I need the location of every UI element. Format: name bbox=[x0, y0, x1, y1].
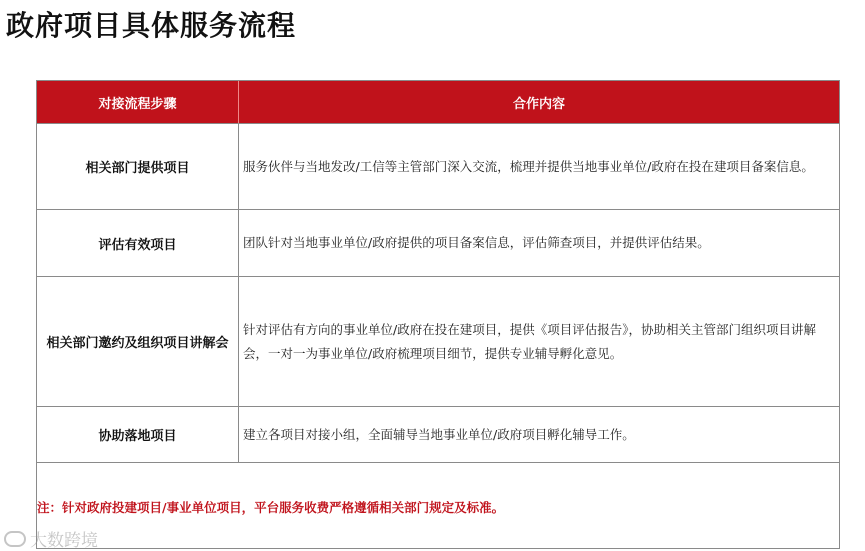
content-cell: 针对评估有方向的事业单位/政府在投在建项目，提供《项目评估报告》，协助相关主管部门组织项目讲解会，一对一为事业单位/政府梳理项目细节，提供专业辅导孵化意见。 bbox=[243, 321, 816, 361]
step-cell: 相关部门邀约及组织项目讲解会 bbox=[37, 277, 239, 406]
content-cell: 建立各项目对接小组，全面辅导当地事业单位/政府项目孵化辅导工作。 bbox=[243, 426, 635, 442]
step-cell: 协助落地项目 bbox=[37, 407, 239, 462]
step-cell: 相关部门提供项目 bbox=[37, 124, 239, 209]
service-process-table bbox=[36, 80, 840, 549]
table-header-row bbox=[37, 81, 839, 123]
content-cell: 服务伙伴与当地发改/工信等主管部门深入交流，梳理并提供当地事业单位/政府在投在建项目备案信息。 bbox=[243, 158, 814, 174]
content-cell: 团队针对当地事业单位/政府提供的项目备案信息，评估筛查项目，并提供评估结果。 bbox=[243, 235, 710, 250]
table-row bbox=[37, 123, 839, 209]
step-cell: 评估有效项目 bbox=[37, 210, 239, 276]
watermark bbox=[4, 526, 98, 551]
table-row bbox=[37, 209, 839, 276]
header-step: 对接流程步骤 bbox=[37, 81, 239, 123]
watermark-logo-icon bbox=[4, 531, 26, 547]
table-row bbox=[37, 406, 839, 463]
table-row bbox=[37, 276, 839, 406]
watermark-text: 大数跨境 bbox=[30, 531, 98, 551]
header-content: 合作内容 bbox=[512, 96, 565, 112]
footnote: 注：针对政府投建项目/事业单位项目，平台服务收费严格遵循相关部门规定及标准。 bbox=[37, 500, 505, 515]
page-title: 政府项目具体服务流程 bbox=[6, 9, 297, 42]
